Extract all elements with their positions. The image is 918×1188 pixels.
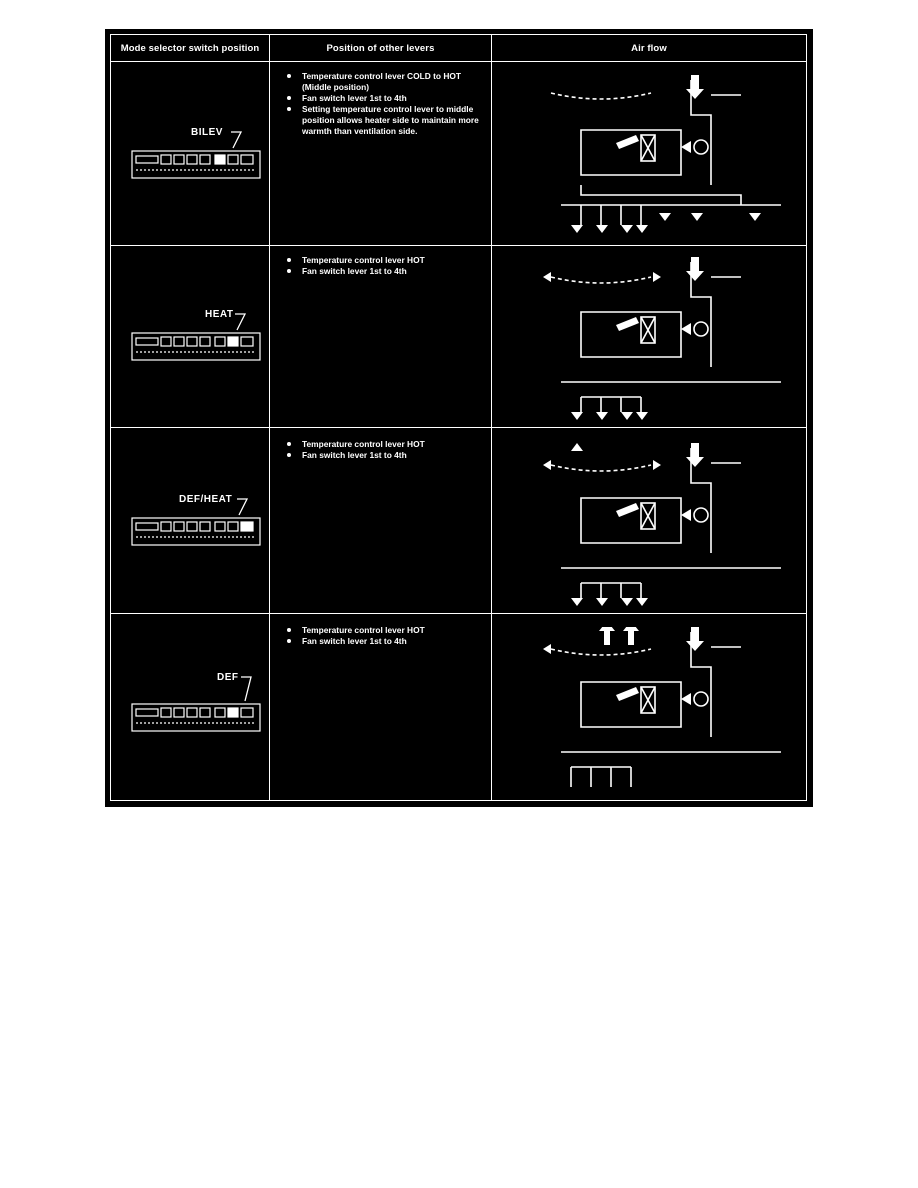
lever-item: Fan switch lever 1st to 4th bbox=[283, 266, 488, 277]
control-panel-image bbox=[131, 332, 261, 362]
lever-item: Fan switch lever 1st to 4th bbox=[283, 636, 488, 647]
mode-cell-def bbox=[111, 614, 269, 800]
lever-item: Temperature control lever HOT bbox=[283, 255, 488, 266]
lever-item: Setting temperature control lever to middle position allows heater side to maintain more warmth than ventilation side. bbox=[283, 104, 488, 137]
lever-list bbox=[283, 625, 488, 647]
lever-list bbox=[283, 255, 488, 277]
lever-item: Temperature control lever COLD to HOT (Middle position) bbox=[283, 71, 488, 93]
header-mode: Mode selector switch position bbox=[120, 42, 260, 54]
document-figure bbox=[105, 29, 813, 807]
airflow-diagram-bilev bbox=[541, 75, 781, 240]
mode-label: BILEV bbox=[191, 127, 223, 138]
column-divider bbox=[269, 35, 270, 800]
mode-cell-bilev bbox=[111, 62, 269, 245]
header-airflow: Air flow bbox=[631, 42, 667, 54]
mode-table bbox=[110, 34, 807, 801]
leader-line bbox=[239, 673, 259, 703]
control-panel-image bbox=[131, 150, 261, 180]
leader-line bbox=[229, 128, 249, 150]
header-levers: Position of other levers bbox=[326, 42, 435, 54]
mode-label: HEAT bbox=[205, 309, 234, 320]
leader-line bbox=[235, 495, 255, 517]
airflow-diagram-heat bbox=[541, 257, 781, 422]
mode-label: DEF bbox=[217, 672, 239, 683]
control-panel-image bbox=[131, 703, 261, 733]
lever-list bbox=[283, 439, 488, 461]
airflow-diagram-defheat bbox=[541, 443, 781, 608]
lever-item: Temperature control lever HOT bbox=[283, 625, 488, 636]
mode-cell-defheat bbox=[111, 428, 269, 613]
lever-item: Temperature control lever HOT bbox=[283, 439, 488, 450]
lever-item: Fan switch lever 1st to 4th bbox=[283, 93, 488, 104]
mode-label: DEF/HEAT bbox=[179, 494, 233, 505]
mode-cell-heat bbox=[111, 246, 269, 427]
column-divider bbox=[491, 35, 492, 800]
airflow-diagram-def bbox=[541, 627, 781, 792]
lever-list bbox=[283, 71, 488, 137]
control-panel-image bbox=[131, 517, 261, 547]
leader-line bbox=[233, 310, 253, 332]
lever-item: Fan switch lever 1st to 4th bbox=[283, 450, 488, 461]
